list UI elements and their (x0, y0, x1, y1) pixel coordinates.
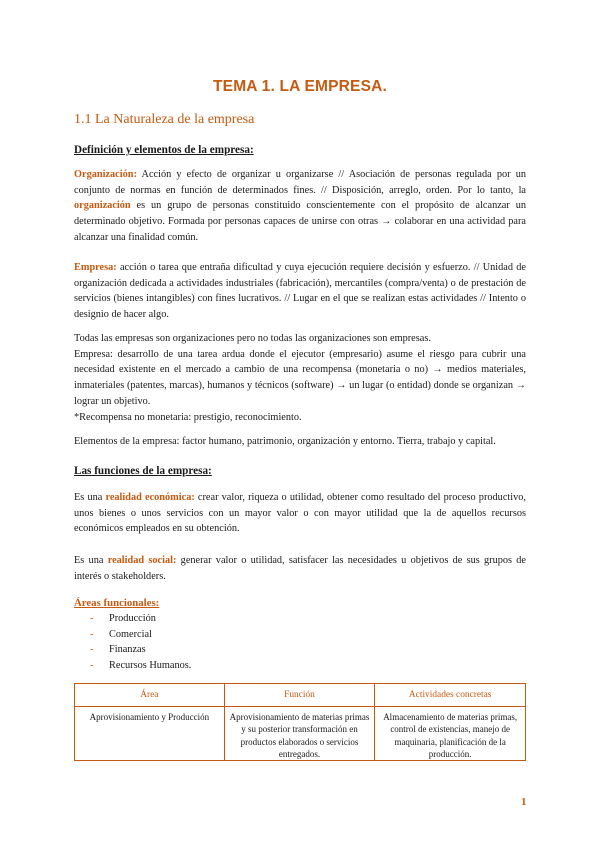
areas-list (90, 611, 191, 673)
table-cell-funcion: Aprovisionamiento de materias primas y su posterior transformación en productos elaborados o servicios entregados. (224, 707, 375, 761)
dash-bullet: - (90, 644, 94, 655)
paragraph-elementos: Elementos de la empresa: factor humano, patrimonio, organización y entorno. Tierra, trabajo y capital. (74, 436, 496, 447)
dash-bullet: - (90, 628, 94, 640)
paragraph-realidad-social (74, 553, 526, 584)
table-cell-area: Aprovisionamiento y Producción (75, 707, 225, 761)
subheading-definition: Definición y elementos de la empresa: (74, 144, 254, 156)
areas-table (74, 683, 526, 761)
paragraph-empresa (74, 260, 526, 323)
keyword-empresa: Empresa: (74, 262, 117, 273)
text-line-3: *Recompensa no monetaria: prestigio, reconocimiento. (74, 411, 302, 423)
table-header-funcion: Función (224, 684, 375, 707)
table-row (75, 707, 526, 761)
paragraph-realidad-economica (74, 490, 526, 537)
keyword-realidad-economica: realidad económica: (105, 492, 195, 503)
text-social-a: Es una (74, 555, 108, 566)
table-header-actividades: Actividades concretas (375, 684, 526, 707)
paragraph-organizaciones-empresas (74, 331, 526, 425)
text-organizacion-1: Acción y efecto de organizar u organizarse // Asociación de personas regulada por un conjunto de normas en función de determinados fines. // Disposición, arreglo, orden. Por lo tanto, la (74, 169, 526, 196)
keyword-organizacion-2: organización (74, 200, 131, 212)
paragraph-organizacion (74, 167, 526, 246)
subheading-funciones: Las funciones de la empresa: (74, 465, 212, 477)
table-header-area: Área (75, 684, 225, 707)
text-line-1: Todas las empresas son organizaciones pero no todas las organizaciones son empresas. (74, 333, 431, 344)
text-economica-b: crear valor, riqueza o utilidad, obtener como resultado del proceso productivo, unos bienes o unos servicios con un mayor valor o con mayor utilidad que la de aquellos recursos económicos empleados en su obtención. (74, 492, 526, 535)
keyword-organizacion: Organización: (74, 169, 137, 180)
dash-bullet: - (90, 659, 94, 671)
text-organizacion-2: es un grupo de personas constituido conscientemente con el propósito de alcanzar un determinado objetivo. Formada por personas capaces de unirse con otras → colaborar en una actividad para alcanzar una finalidad común. (74, 200, 526, 243)
list-item: - Producción (90, 611, 191, 627)
dash-bullet: - (90, 613, 94, 624)
areas-heading: Áreas funcionales: (74, 597, 160, 609)
section-heading: 1.1 La Naturaleza de la empresa (74, 112, 255, 127)
list-item: - Comercial (90, 627, 191, 643)
text-empresa: acción o tarea que entraña dificultad y cuya ejecución requiere decisión y esfuerzo. // Unidad de organización dedicada a actividades industriales (fabricación), mercantiles (compra/venta) o de prestación de servicios (bienes intangibles) con fines lucrativos. // Lugar en el que se realizan estas actividades // Intento o designio de hacer algo. (74, 262, 526, 321)
text-social-b: generar valor o utilidad, satisfacer las necesidades u objetivos de sus grupos de interés o stakeholders. (74, 555, 527, 582)
document-title: TEMA 1. LA EMPRESA. (212, 78, 388, 95)
text-line-2: Empresa: desarrollo de una tarea ardua donde el ejecutor (empresario) asume el riesgo para cubrir una necesidad existente en el mercado a cambio de una recompensa (monetaria o no) → medios materiales, inmateriales (patentes, marcas), humanos y técnicos (software) → un lugar (o entidad) donde se organizan → lograr un objetivo. (74, 348, 526, 407)
table-header-row (75, 684, 526, 707)
table-cell-actividades: Almacenamiento de materias primas, control de existencias, manejo de maquinaria, planificación de la producción. (375, 707, 526, 761)
text-economica-a: Es una (74, 492, 106, 503)
keyword-realidad-social: realidad social: (107, 555, 177, 566)
list-item: - Finanzas (90, 642, 191, 658)
list-item: - Recursos Humanos. (90, 658, 191, 674)
page-number: 1 (521, 796, 527, 808)
